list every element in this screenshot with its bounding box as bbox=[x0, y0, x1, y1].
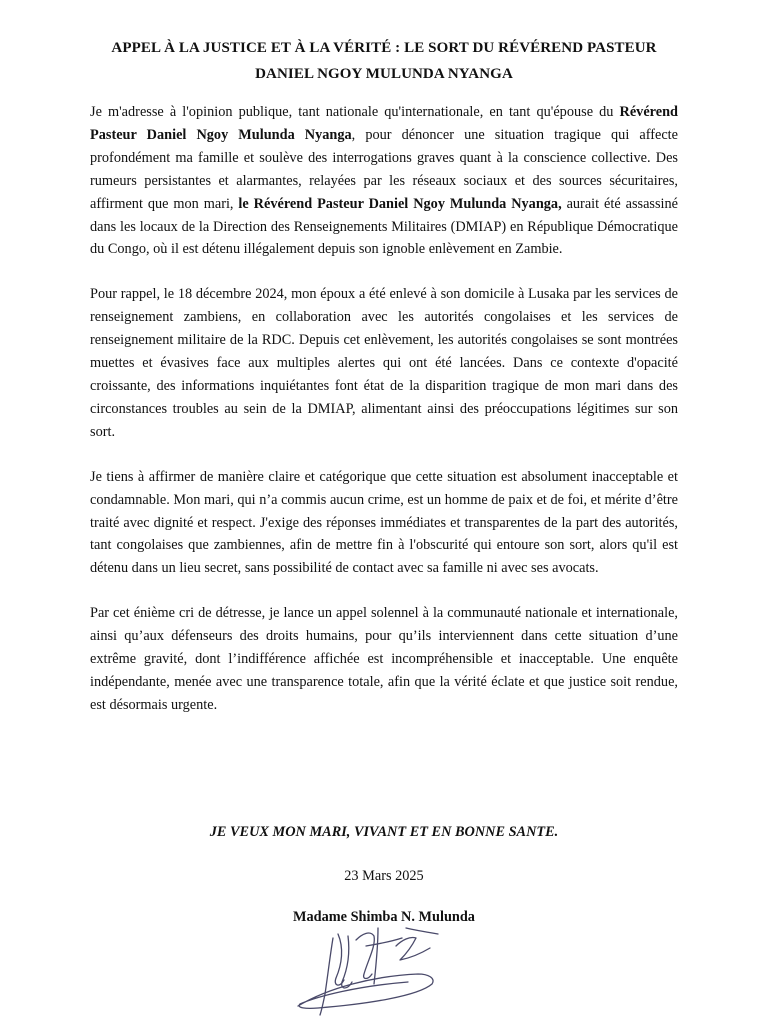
signatory-name: Madame Shimba N. Mulunda bbox=[293, 909, 475, 925]
paragraph-4: Par cet énième cri de détresse, je lance un appel solennel à la communauté nationale et internationale, ainsi qu’aux défenseurs des droits humains, pour qu’ils interviennent dans cette situation d’une extrême gravité, dont l’indifférence affichée est incompréhensible et inacceptable. Une enquête indépendante, menée avec une transparence totale, afin que la vérité éclate et que justice soit rendue, est désormais urgente. bbox=[90, 605, 678, 713]
handwritten-signature bbox=[278, 916, 458, 1016]
paragraph-1-bold-name-b: le Révérend Pasteur Daniel Ngoy Mulunda Nyanga, bbox=[238, 195, 562, 212]
letter-body bbox=[90, 101, 678, 739]
letter-date: 23 Mars 2025 bbox=[344, 868, 424, 884]
paragraph-1 bbox=[90, 101, 678, 261]
paragraph-1-text-c: aurait été assassiné dans les locaux de la Direction des Renseignements Militaires (DMIAP) en République Démocratique du Congo, où il est détenu illégalement depuis son ignoble enlèvement en Zambie. bbox=[90, 195, 679, 258]
paragraph-3: Je tiens à affirmer de manière claire et catégorique que cette situation est absolument inacceptable et condamnable. Mon mari, qui n’a commis aucun crime, est un homme de paix et de foi, et mérite d’être traité avec dignité et respect. J'exige des réponses immédiates et transparentes de la part des autorités, tant congolaises que zambiennes, afin de mettre fin à l'obscurité qui entoure son sort, alors qu'il est détenu dans un lieu secret, sans possibilité de contact avec sa famille ni avec ses avocats. bbox=[90, 468, 678, 577]
closing-statement: JE VEUX MON MARI, VIVANT ET EN BONNE SANTE. bbox=[209, 824, 559, 840]
paragraph-1-text-b: , pour dénoncer une situation tragique qui affecte profondément ma famille et soulève des interrogations graves quant à la conscience collective. Des rumeurs persistantes et alarmantes, relayées par les réseaux sociaux et des sources sécuritaires, affirment que mon mari, bbox=[90, 126, 678, 212]
paragraph-2: Pour rappel, le 18 décembre 2024, mon époux a été enlevé à son domicile à Lusaka par les services de renseignement zambiens, en collaboration avec les autorités congolaises et les services de renseignement militaire de la RDC. Depuis cet enlèvement, les autorités congolaises se sont montrées muettes et évasives face aux multiples alertes qui ont été lancées. Dans ce contexte d'opacité croissante, des informations inquiétantes font état de la disparition tragique de mon mari dans des circonstances troubles au sein de la DMIAP, alimentant ainsi des préoccupations légitimes sur son sort. bbox=[90, 286, 678, 440]
title-line-1: APPEL À LA JUSTICE ET À LA VÉRITÉ : LE SORT DU RÉVÉREND PASTEUR bbox=[111, 40, 657, 56]
paragraph-1-text-a: Je m'adresse à l'opinion publique, tant nationale qu'internationale, en tant qu'épouse du bbox=[90, 104, 620, 120]
title-line-2: DANIEL NGOY MULUNDA NYANGA bbox=[255, 66, 513, 82]
document-title bbox=[60, 35, 708, 87]
paragraph-1-bold-name-a: Révérend Pasteur Daniel Ngoy Mulunda Nyanga bbox=[90, 104, 678, 143]
